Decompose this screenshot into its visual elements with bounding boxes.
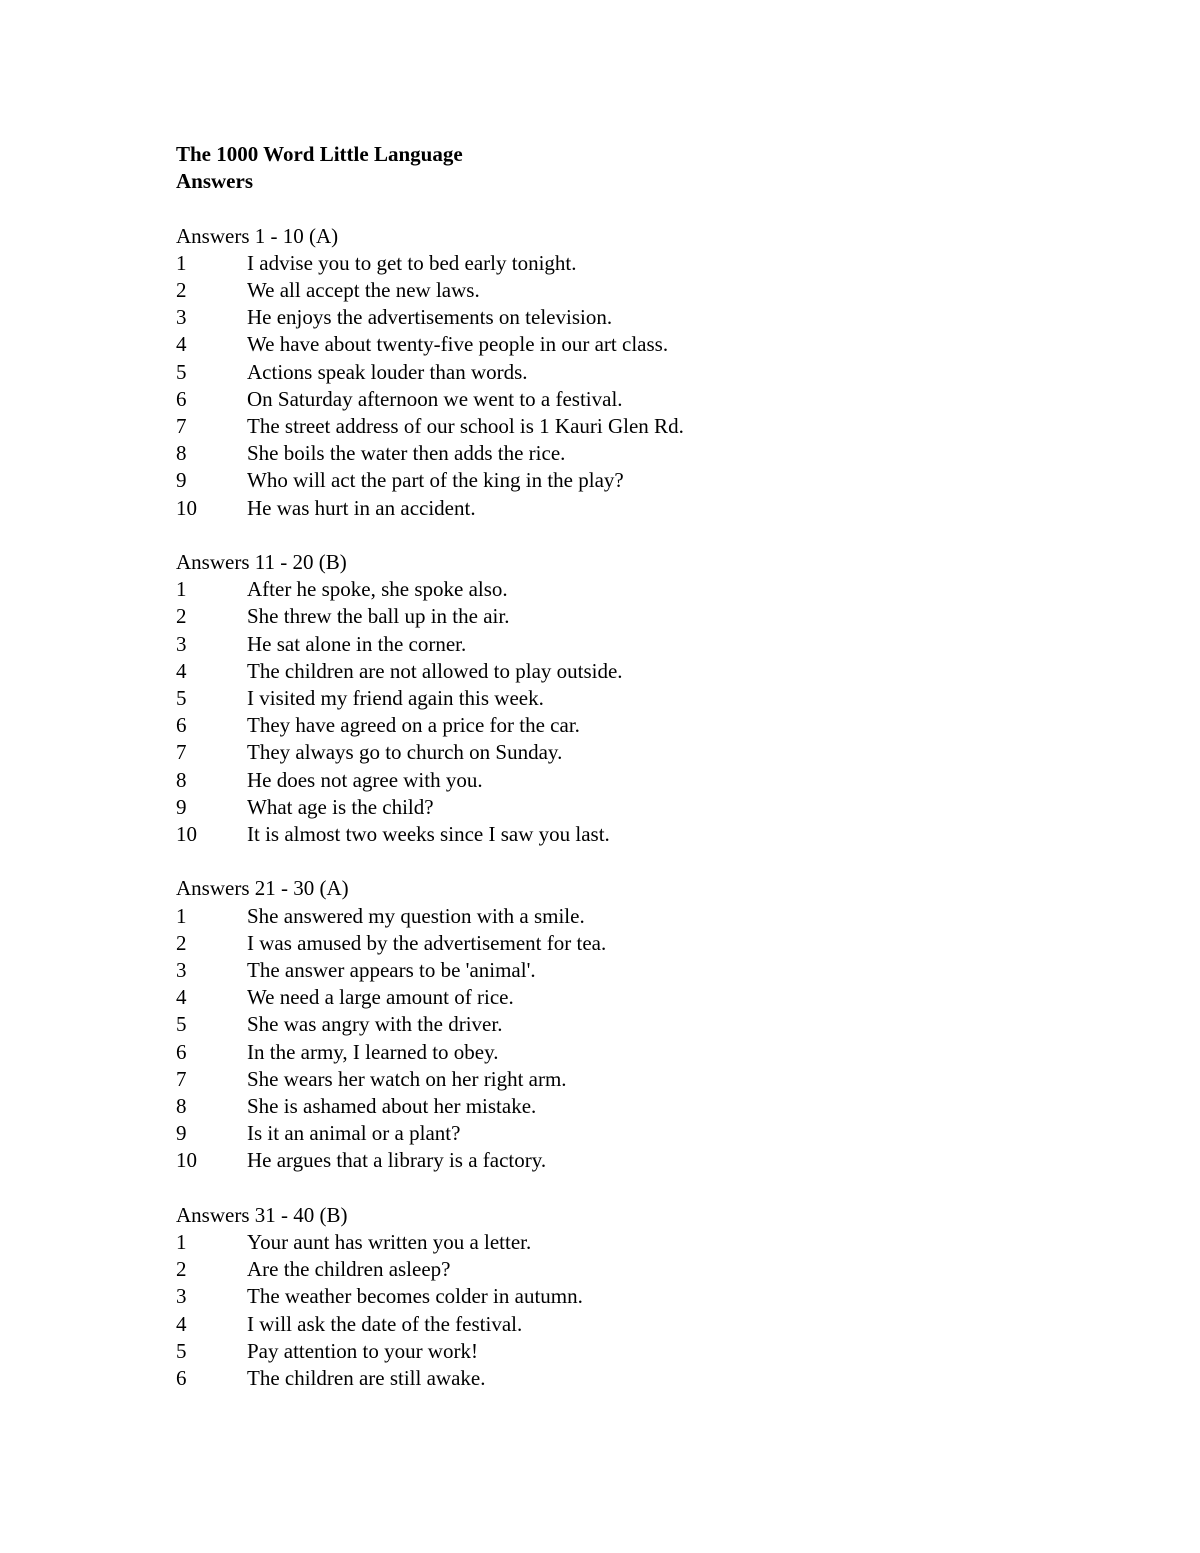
answer-item [176,1338,1076,1365]
answer-number: 1 [176,250,187,275]
answer-sentence: We all accept the new laws. [247,278,480,302]
answer-sentence: She wears her watch on her right arm. [247,1066,567,1091]
answer-sentence: Who will act the part of the king in the play? [247,468,624,493]
answer-number: 3 [176,958,187,983]
answer-sentence: She is ashamed about her mistake. [247,1094,537,1119]
answer-number: 2 [176,278,187,302]
answer-item [176,658,1076,685]
answer-item [176,413,1076,440]
answer-item [176,603,1076,630]
answer-sentence: He was hurt in an accident. [247,495,476,520]
answer-item [176,1093,1076,1120]
answer-sentence: She threw the ball up in the air. [247,604,510,629]
answer-sentence: He sat alone in the corner. [247,631,467,656]
answer-item [176,1229,1076,1256]
answer-item [176,1311,1076,1338]
section-heading: Answers 31 - 40 (B) [176,1202,348,1227]
answer-sentence: We have about twenty-five people in our art class. [247,332,669,357]
answer-number: 1 [176,1230,187,1255]
answer-number: 7 [176,414,187,439]
answer-number: 10 [176,495,197,520]
answer-item [176,957,1076,984]
answer-item [176,467,1076,494]
answer-sentence: She boils the water then adds the rice. [247,441,566,466]
answer-number: 6 [176,386,187,411]
answer-item [176,739,1076,766]
answer-item [176,495,1076,522]
answer-section-2 [176,549,1076,848]
answer-number: 3 [176,631,187,656]
answer-item [176,1147,1076,1174]
answer-item [176,1011,1076,1038]
answer-number: 9 [176,794,187,819]
answer-item [176,1039,1076,1066]
answer-sentence: He does not agree with you. [247,767,483,792]
answer-number: 5 [176,1012,187,1037]
answer-sentence: After he spoke, she spoke also. [247,577,508,602]
answer-item [176,712,1076,739]
answer-item [176,1066,1076,1093]
answer-sentence: The children are not allowed to play outside. [247,658,623,683]
answer-number: 2 [176,1257,187,1282]
answer-item [176,794,1076,821]
answer-item [176,1365,1076,1392]
document-subtitle: Answers [176,169,253,194]
answer-sentence: Pay attention to your work! [247,1338,478,1363]
answer-number: 9 [176,1121,187,1146]
answer-number: 4 [176,985,187,1010]
answer-sentence: What age is the child? [247,794,434,819]
answer-item [176,1120,1076,1147]
answer-sentence: Are the children asleep? [247,1257,451,1282]
answer-number: 5 [176,1338,187,1363]
answer-number: 4 [176,1311,187,1336]
answer-number: 1 [176,577,187,602]
answer-sentence: Is it an animal or a plant? [247,1121,461,1146]
answer-sentence: The street address of our school is 1 Kauri Glen Rd. [247,414,684,439]
answer-item [176,984,1076,1011]
answer-item [176,331,1076,358]
answer-sentence: I visited my friend again this week. [247,686,544,711]
answer-sentence: The children are still awake. [247,1366,486,1391]
answer-number: 6 [176,1366,187,1391]
answer-number: 8 [176,1094,187,1119]
answer-item [176,440,1076,467]
answer-number: 10 [176,822,197,847]
answer-sentence: In the army, I learned to obey. [247,1039,499,1064]
answer-sentence: I advise you to get to bed early tonight. [247,250,577,275]
answer-number: 1 [176,903,187,928]
answer-item [176,386,1076,413]
answer-item [176,903,1076,930]
answer-sentence: The answer appears to be 'animal'. [247,958,536,983]
answer-item [176,359,1076,386]
answer-item [176,250,1076,277]
answer-number: 3 [176,1284,187,1309]
document-title: The 1000 Word Little Language [176,142,463,166]
answer-sentence: We need a large amount of rice. [247,985,514,1010]
answer-item [176,821,1076,848]
answer-number: 2 [176,930,187,955]
answer-sentence: They always go to church on Sunday. [247,740,563,765]
answer-item [176,1283,1076,1310]
answer-section-4 [176,1202,1076,1392]
answer-number: 7 [176,1066,187,1091]
answer-item [176,685,1076,712]
answer-number: 9 [176,468,187,493]
answer-sentence: I was amused by the advertisement for tea. [247,930,607,955]
answer-number: 4 [176,658,187,683]
answer-sentence: He argues that a library is a factory. [247,1148,547,1173]
answer-sentence: Your aunt has written you a letter. [247,1230,532,1255]
answer-sentence: I will ask the date of the festival. [247,1311,523,1336]
answer-number: 10 [176,1148,197,1173]
answer-item [176,304,1076,331]
answer-section-1 [176,223,1076,522]
document-page [176,141,1076,1419]
section-heading: Answers 21 - 30 (A) [176,876,349,901]
answer-sentence: She was angry with the driver. [247,1012,503,1037]
answer-number: 3 [176,305,187,330]
answer-number: 4 [176,332,187,357]
answer-sentence: Actions speak louder than words. [247,359,528,384]
answer-number: 6 [176,1039,187,1064]
answer-number: 7 [176,740,187,765]
answer-sentence: The weather becomes colder in autumn. [247,1284,583,1309]
answer-item [176,767,1076,794]
title-block [176,141,1076,195]
answer-sentence: It is almost two weeks since I saw you last. [247,822,610,847]
section-heading: Answers 11 - 20 (B) [176,550,347,575]
answer-item [176,1256,1076,1283]
answer-number: 5 [176,359,187,384]
section-heading: Answers 1 - 10 (A) [176,223,339,248]
answer-number: 2 [176,604,187,629]
answer-item [176,930,1076,957]
answer-sentence: On Saturday afternoon we went to a festival. [247,386,623,411]
answer-number: 8 [176,767,187,792]
answer-number: 8 [176,441,187,466]
answer-sentence: She answered my question with a smile. [247,903,585,928]
answer-number: 6 [176,713,187,738]
answer-number: 5 [176,686,187,711]
answer-section-3 [176,875,1076,1174]
answer-item [176,277,1076,304]
answer-sentence: He enjoys the advertisements on television. [247,305,613,330]
answer-sentence: They have agreed on a price for the car. [247,713,580,738]
answer-item [176,631,1076,658]
answer-item [176,576,1076,603]
